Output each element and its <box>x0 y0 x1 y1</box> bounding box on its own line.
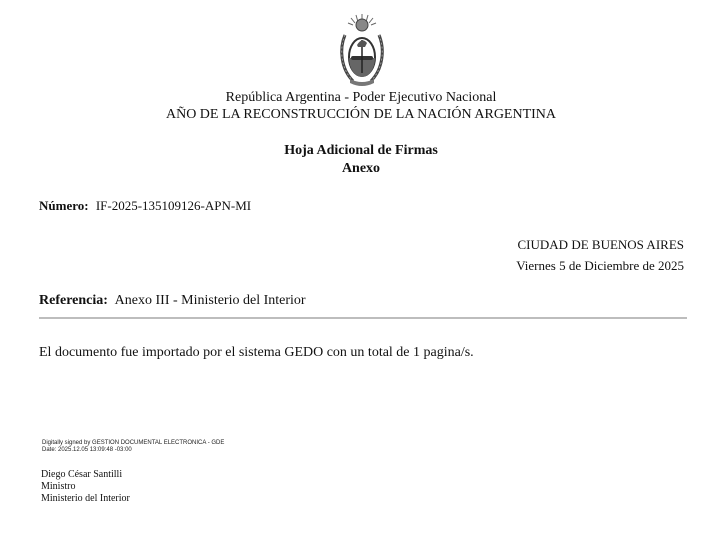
reference-value: Anexo III - Ministerio del Interior <box>114 293 306 308</box>
body-text: El documento fue importado por el sistema GEDO con un total de 1 pagina/s. <box>39 345 474 360</box>
signer-role: Ministro <box>41 481 76 492</box>
document-number-value: IF-2025-135109126-APN-MI <box>95 198 252 213</box>
header-year-motto: AÑO DE LA RECONSTRUCCIÓN DE LA NACIÓN ARGENTINA <box>165 107 557 122</box>
divider <box>39 317 687 319</box>
document-date: Viernes 5 de Diciembre de 2025 <box>516 258 684 273</box>
signer-block <box>41 469 130 505</box>
signer-organization: Ministerio del Interior <box>41 493 130 504</box>
digital-signature-date: Date: 2025.12.05 13:09:48 -03:00 <box>42 447 132 453</box>
digital-signature-signed-by: Digitally signed by GESTION DOCUMENTAL ELECTRONICA - GDE <box>42 440 225 446</box>
reference <box>39 292 306 310</box>
coat-of-arms-icon <box>337 13 387 91</box>
signer-name: Diego César Santilli <box>41 469 123 480</box>
reference-label: Referencia: <box>39 293 108 308</box>
header-institution: República Argentina - Poder Ejecutivo Nacional <box>225 90 497 105</box>
location-city: CIUDAD DE BUENOS AIRES <box>517 237 684 252</box>
digital-signature-stamp <box>42 440 224 454</box>
document-number-label: Número: <box>39 198 89 213</box>
document-number <box>39 197 251 215</box>
document-title: Hoja Adicional de Firmas <box>284 143 438 158</box>
document-subtitle: Anexo <box>341 161 381 176</box>
